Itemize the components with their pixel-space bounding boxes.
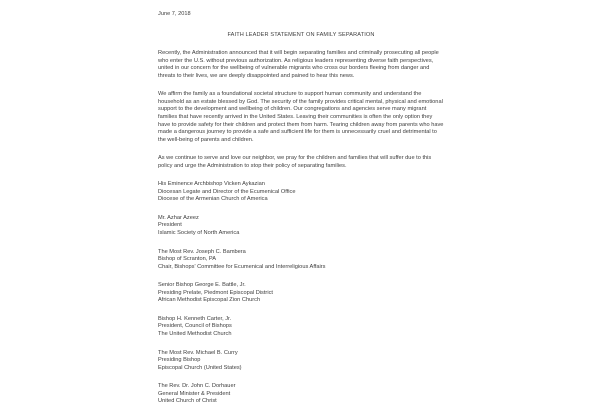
document-title: FAITH LEADER STATEMENT ON FAMILY SEPARATION <box>227 31 375 38</box>
signatory-organization: Episcopal Church (United States) <box>158 364 242 371</box>
signatory-name: His Eminence Archbishop Vicken Aykazian <box>158 181 265 188</box>
signatory-organization: African Methodist Episcopal Zion Church <box>158 297 261 304</box>
signatory-title: President <box>158 222 182 229</box>
signatory-name: Senior Bishop George E. Battle, Jr. <box>158 282 246 289</box>
signatory-name: The Rev. Dr. John C. Dorhauer <box>158 383 236 390</box>
signatory-block <box>158 249 444 272</box>
signatory-name: The Most Rev. Michael B. Curry <box>158 349 238 356</box>
signatory-organization: Chair, Bishops' Committee for Ecumenical and Interreligious Affairs <box>158 263 326 270</box>
signatory-name: Mr. Azhar Azeez <box>158 214 199 221</box>
signatory-organization: Islamic Society of North America <box>158 230 240 237</box>
signatory-title: Presiding Bishop <box>158 357 201 364</box>
signatory-title: Diocesan Legate and Director of the Ecumenical Office <box>158 188 296 195</box>
document-date: June 7, 2018 <box>158 11 191 17</box>
paragraph-2: We affirm the family as a foundational societal structure to support human community and understand the household as an estate blessed by God. The security of the family provides critical mental, physical and emotional support to the development and wellbeing of children. Our congregations and agencies serve many migrant families that have recently arrived in the United States. Leaving their communities is often the only option they have to provide safety for their children and protect them from harm. Tearing children away from parents who have made a dangerous journey to provide a safe and sufficient life for them is unnecessarily cruel and detrimental to the well-being of parents and children. <box>158 91 444 143</box>
signatory-block <box>158 181 444 204</box>
signatory-block <box>158 215 444 238</box>
signatory-name: The Most Rev. Joseph C. Bambera <box>158 248 246 255</box>
signatory-block <box>158 383 444 406</box>
signatory-title: President, Council of Bishops <box>158 323 232 330</box>
paragraph-3: As we continue to serve and love our neighbor, we pray for the children and families that will suffer due to this policy and urge the Administration to stop their policy of separating families. <box>158 155 432 169</box>
signatory-organization: United Church of Christ <box>158 398 217 405</box>
signatory-title: Presiding Prelate, Piedmont Episcopal District <box>158 289 273 296</box>
signatory-block <box>158 282 444 305</box>
signatory-block <box>158 350 444 373</box>
signatory-organization: The United Methodist Church <box>158 330 232 337</box>
signatory-organization: Diocese of the Armenian Church of America <box>158 196 268 203</box>
signatory-block <box>158 316 444 339</box>
paragraph-1: Recently, the Administration announced that it will begin separating families and criminally prosecuting all people who enter the U.S. without previous authorization. As religious leaders representing diverse faith perspectives, united in our concern for the wellbeing of vulnerable migrants who cross our borders fleeing from danger and threats to their lives, we are deeply disappointed and pained to hear this news. <box>158 50 439 79</box>
signatory-title: Bishop of Scranton, PA <box>158 256 217 263</box>
signatory-title: General Minister & President <box>158 390 231 397</box>
signatory-name: Bishop H. Kenneth Carter, Jr. <box>158 315 232 322</box>
document-body <box>158 11 444 406</box>
